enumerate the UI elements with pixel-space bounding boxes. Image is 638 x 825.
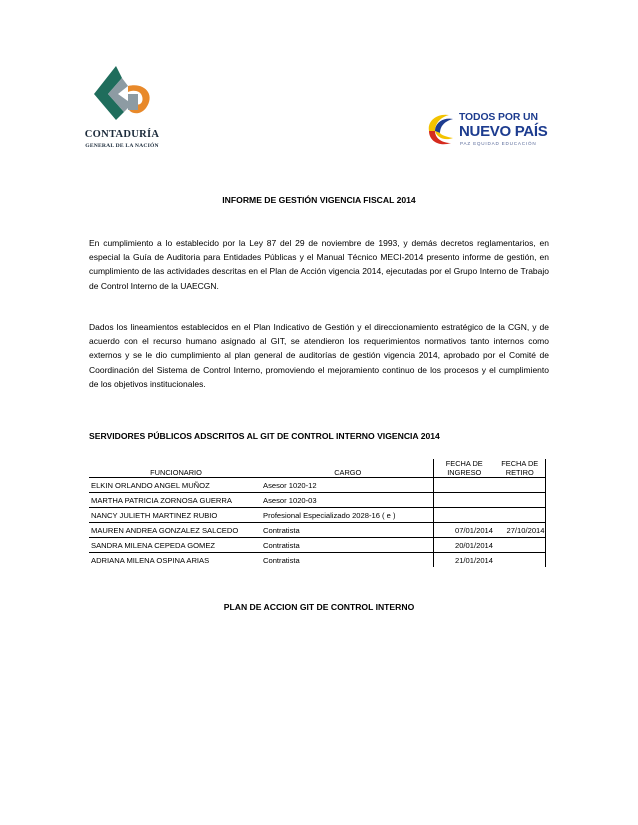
table-row bbox=[89, 508, 545, 523]
cell-cargo: Contratista bbox=[263, 555, 300, 565]
header-retiro-line1: FECHA DE bbox=[501, 459, 539, 468]
tpn-line3: PAZ EQUIDAD EDUCACIÓN bbox=[460, 141, 537, 146]
cgn-name: CONTADURÍA bbox=[84, 129, 160, 140]
table-row bbox=[89, 493, 545, 508]
cell-retiro bbox=[493, 493, 545, 508]
cell-retiro bbox=[493, 508, 545, 523]
cell-cargo: Contratista bbox=[261, 523, 433, 538]
cell-ingreso bbox=[433, 508, 493, 523]
cell-ingreso bbox=[433, 478, 493, 493]
cell-ingreso: 20/01/2014 bbox=[433, 538, 493, 553]
tpn-line1: TODOS POR UN bbox=[459, 112, 538, 123]
paragraph-1: En cumplimiento a lo establecido por la Ley 87 del 29 de noviembre de 1993, y demás decretos reglamentarios, en especial la Guía de Auditoria para Entidades Públicas y el Manual Técnico MECI-2014 presento informe de gestión, en cumplimiento de las actividades descritas en el Plan de Acción vigencia 2014, ejecutadas por el Grupo Interno de Trabajo de Control Interno de la UAECGN. bbox=[89, 238, 549, 291]
cell-cargo: Profesional Especializado 2028-16 ( e ) bbox=[261, 508, 433, 523]
plan-title: PLAN DE ACCION GIT DE CONTROL INTERNO bbox=[223, 602, 415, 612]
cell-cargo: Asesor 1020-03 bbox=[261, 493, 433, 508]
cell-retiro bbox=[493, 553, 545, 568]
table-row bbox=[89, 523, 545, 538]
cgn-emblem-icon bbox=[84, 64, 160, 128]
tpn-emblem-icon bbox=[423, 111, 459, 149]
cell-cargo: Contratista bbox=[261, 538, 433, 553]
table-row bbox=[89, 553, 545, 568]
header-funcionario: FUNCIONARIO bbox=[89, 459, 261, 478]
header-retiro-line2: RETIRO bbox=[505, 468, 534, 477]
cell-ingreso: 07/01/2014 bbox=[433, 523, 493, 538]
cell-name: MAUREN ANDREA GONZALEZ SALCEDO bbox=[89, 523, 261, 538]
cgn-logo bbox=[72, 64, 172, 156]
cell-ingreso bbox=[433, 493, 493, 508]
cell-name: ELKIN ORLANDO ANGEL MUÑOZ bbox=[89, 478, 261, 493]
table-header-row bbox=[89, 459, 545, 478]
cell-retiro: 27/10/2014 bbox=[493, 523, 545, 538]
section-title: SERVIDORES PÚBLICOS ADSCRITOS AL GIT DE CONTROL INTERNO VIGENCIA 2014 bbox=[89, 431, 440, 441]
header-ingreso bbox=[433, 459, 493, 478]
cell-name: NANCY JULIETH MARTINEZ RUBIO bbox=[89, 508, 261, 523]
tpn-line2: NUEVO PAÍS bbox=[459, 123, 548, 140]
cell-name: MARTHA PATRICIA ZORNOSA GUERRA bbox=[89, 493, 261, 508]
cell-ingreso: 21/01/2014 bbox=[433, 553, 493, 568]
header-ingreso-line2: INGRESO bbox=[447, 468, 482, 477]
table-row bbox=[89, 478, 545, 493]
tpn-logo bbox=[423, 111, 553, 149]
cell-cargo: Asesor 1020-12 bbox=[261, 478, 433, 493]
cell-name: SANDRA MILENA CEPEDA GOMEZ bbox=[89, 538, 261, 553]
header-retiro bbox=[493, 459, 545, 478]
header-cargo: CARGO bbox=[261, 459, 433, 478]
cell-retiro bbox=[493, 538, 545, 553]
header-ingreso-line1: FECHA DE bbox=[445, 459, 483, 468]
paragraph-2: Dados los lineamientos establecidos en el Plan Indicativo de Gestión y el direccionamiento estratégico de la CGN, y de acuerdo con el recurso humano asignado al GIT, se atendieron los requerimientos normativos tanto internos como externos y se le dio cumplimiento al plan general de auditorías de gestión vigencia 2014, aprobado por el Comité de Coordinación del Sistema de Control Interno, promoviendo el mejoramiento continuo de los procesos y el cumplimiento de los objetivos institucionales. bbox=[89, 322, 549, 389]
cell-retiro bbox=[493, 478, 545, 493]
document-title: INFORME DE GESTIÓN VIGENCIA FISCAL 2014 bbox=[222, 195, 416, 205]
table-row bbox=[89, 538, 545, 553]
cell-name: ADRIANA MILENA OSPINA ARIAS bbox=[91, 555, 210, 565]
staff-table bbox=[89, 459, 546, 567]
cgn-subtitle: GENERAL DE LA NACIÓN bbox=[85, 143, 159, 149]
